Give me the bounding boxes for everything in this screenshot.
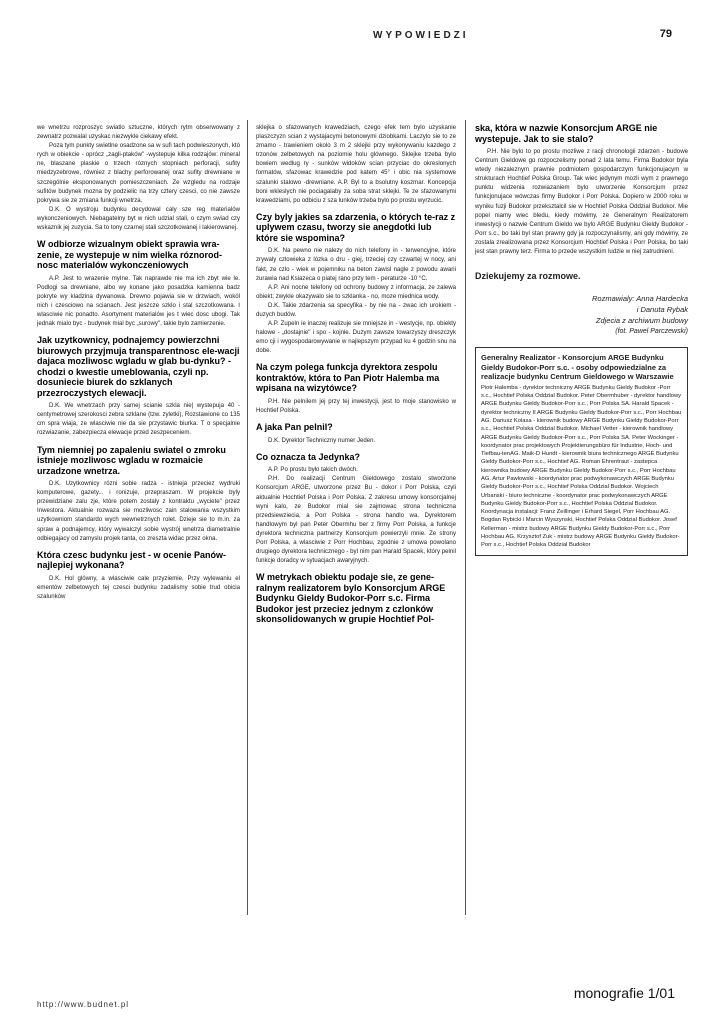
magazine-issue: monografie 1/01 <box>573 985 675 1001</box>
paragraph: P.H. Nie bylo to po prostu mozliwe z racji chronologii zdarzen - budowe Centrum Gieldowe go rozpoczelismy ponad 2 lata temu. Firma Budokor byla wtedy niezaleznym prawnie podmiotem gospodarczym funkcjonujacym w strukturach Hochtief Polska Group. Tak wiec jedynym mozli wym z prawnego punktu widzenia rozwiazaniem bylo utworzenie Konsorcjum przez funkcjonujace wówczas firmy Budokor i Porr Polska. Dopiero w 2000 roku w wyniku fuzji Budokor przeksztalcil sie w Hochtief Polska Oddzial Budokor. Mie popel niamy wiec bledu, kiedy mówimy, ze Generalnym Realizatorem inwestycji o nazwie Centrum Gieldo we bylo ARGE Budynku Gieldy Budokor -Porr s.c., bo taki byl stan prawny gdy ja rozpoczynalismy, ani gdy mówimy, ze zostala zrealizowana przez Konsorcjum Hochtief Polska i Porr Polska, bo taki jest stan prawny terz. Firma to przede wszystkim ludzie w niej zatrudnieni. <box>475 148 688 256</box>
paragraph: sklejka o sfazowanych krawedziach, czego efek tem bylo uzyskanie plaszczyzn scian z wystajacymi betonowymi dziobkami. Laczylo sie to ze zmamo - trawieniem okolo 3 m 2 sklejki przy wykonywaniu kazdego z trzonów zelbetowych na poziomie holu glównego. Sklejke trzeba bylo bowiem wedlug ry - sunków widoków scian przyciac do okreslonych formatów, sfazowac krawedzie pod katem 45° i obic nia systemowe szalunki stalowo -drewniane. A.P. Byl to a bsolutny koszmar. Koncepcja boni wkleslych nie pociagalaby za soba strat sklejki. Te ze sfazowanymi krawedziami, po odbiciu z sza lunków trzeba bylo po prostu wyrzucic. <box>256 124 456 204</box>
paragraph: A.P. Po prostu było takich dwóch. <box>268 466 358 474</box>
paragraph: D.K. Takie zdarzenia sa specyfika - by nie na - zwac ich urokiem - duzych budów. <box>256 301 456 318</box>
paragraph: D.K. Dyrektor Techniczny numer Jeden. <box>268 436 376 444</box>
column-divider <box>465 120 466 915</box>
question-heading: Czy byly jakies sa zdarzenia, o których te-raz z uplywem czasu, tworzy sie anegdotki lub które sie wspomina? <box>256 211 456 243</box>
column-divider <box>247 120 248 915</box>
article-column-2 <box>256 123 456 628</box>
section-title: WYPOWIEDZI <box>373 30 469 41</box>
question-heading: ska, która w nazwie Konsorcjum ARGE nie wystepuje. Jak to sie stalo? <box>475 123 658 144</box>
paragraph: D.K. We wnetrzach przy samej scianie szkla nie| wystepuja 40 -centymetrowej szerokosci zebra szklane (tzw. zyletki), Rozstawione co 135 cm spra wiaja, ze wlasciwie nie da sie przystawic biurka. T o specjalnie rozwiazanie, zabezpiecza elewacje przed zeszpeceniem. <box>37 402 240 437</box>
question-heading: Tym niemniej po zapaleniu swiatel o zmroku istnieje mozliwosc wgladu w rozmaicie urzadzone wnetrza. <box>37 444 226 476</box>
question-heading: Która czesc budynku jest - w ocenie Panów-najlepiej wykonana? <box>37 549 227 571</box>
paragraph: A.P. Jest to wrazenie myIne. Tak naprawde nie ma ich zbyt wie le. Podlogi sa drewniane, albo wy konane jako posadzka kamienna badz pokryte wy kladzina dywanowa. Drewno pojawia sie w drzwiach, wokól nich i czesciowo na scianach. Jest jeszcze szklo i stal szczotkowana. I wlasciwie nic ponadto. Asortyment materialów jes t wiec dosc ubogi. Tak jednak mialo byc - budynek mial byc „surowy", takie bylo zamierzenie. <box>37 274 240 328</box>
closing-thanks: Dziekujemy za rozmowe. <box>475 271 581 282</box>
article-column-1 <box>37 123 240 601</box>
credit-line: Zdjecia z archiwum budowy <box>595 316 688 326</box>
photo-credit: (fot. Pawel Parczewski) <box>615 328 688 336</box>
question-heading: Na czym polega funkcja dyrektora zespolu kontraktów, która to Pan Piotr Halemba ma wpisana na wizytówce? <box>256 362 440 394</box>
paragraph: P.H. Nie pelnilem jej przy tej inwestycji, jest to moje stanowisko w Hochtief Polska. <box>256 397 456 415</box>
credit-line: Rozmawialy: Anna Hardecka <box>591 294 688 304</box>
question-heading: Jak uzytkownicy, podnajemcy powierzchni biurowych przyjmuja transparentnosc ele-wacji dajaca mozliwosc wgladu w glab bu-dynku? - chodzi o kwestie umeblowania, czyli np. dosuniecie biurek do szklanych przezroczystych elewacji. <box>37 335 240 398</box>
page-number: 79 <box>659 28 672 40</box>
question-heading: A jaka Pan pelnil? <box>256 422 333 433</box>
question-heading: W odbiorze wizualnym obiekt sprawia wra-zenie, ze wystepuje w nim wielka róznorod-nosc materialów wykonczeniowych <box>37 239 223 271</box>
paragraph: P.H. Do realizacji Centrum Gieldowego zostalo stworzone Konsorcjum ARGE, utworzone przez Bu - dokor i Porr Polska, czyli aktualnie Hochtief Polska i Porr Polska. Z zakresu umowy konsorcjalnej wyni kalo, ze Budokor mial sie zajmowac strona techniczna przedsiewziecia, a Porr Polska - strona handlo wa. Dyrektorem handlowym byl pan Peter Obermhu ber z firmy Porr Polska, a funkcje dyrektora techniczna partnerzy Konsorcjum powierzyli mnie. Ze strony Porr Polska, a wlasciwie z Porr Hochbau, zgodnie z umowa powolano drugiego dyrektora technicznego - byl nim pan Harald Spacek, który pelnil funkcje doradcy w sytuacjach awaryjnych. <box>256 475 456 565</box>
box-text: Piotr Halemba - dyrektor techniczny ARGE Budynku Gieldy Budokor -Porr s.c., Hochtief Polska Oddzial Budokor. Peter Obermhuber - dyrektor handlowy ARGE Budynku Gieldy Budokor-Porr s.c., Porr Polska SA. Harald Spacek - dyrektor techniczny II ARGE Budynku Gieldy Budokor-Porr s.c., Porr Hochbau AG. Dariusz Kolasa - kierownik budowy ARGE Budynku Gieldy Budokor-Porr s.c., Hochtief Polska Oddzial Budokor. Michael Vetter - kierownik handlowy ARGE Budynku Gieldy Budokor-Porr s.c., Porr Polska SA. Peter Wockinger - koordynator prac projektowych Projektierungsbüro für Industrie, Hoch- und Tiefbau-tenAG. Maik-D Hundt - kierownik biura technicznego ARGE Budynku Gieldy Budokor-Porr s.c., Hochtief AG. Roman Ehrentraut - zastepca kierownika budowy ARGE Budynku Gieldy Budokor-Porr s.c., Porr Hochbau AG. Artur Pawlowski - koordynator prac podwykonawczych ARGE Budynku Gieldy Budokor-Porr s.c., Hochtief Polska Oddzial Budokor. Wojciech Urbanski - biuro techniczne - koordynator prac podwykonawczych ARGE Budynku Gieldy Budokor-Porr s.c., Hochtief Polska Oddzial Budokor. Koordynacja instalacji: Franz Zeillinger i Erhard Siegel, Porr Hochbau AG. Bogdan Rybicki i Marcin Wyszynski, Hochtief Polska Oddzial Budokor. Josef Kellerman - mistrz budowy ARGE Budynku Gieldy Budokor-Porr s.c., Porr Hochbau AG. Krzysztof Zuk - mistrz budowy ARGE Budynku Gieldy Budokor-Porr s.c., Hochtief Polska Oddzial Budokor <box>481 384 682 549</box>
paragraph: A.P. Ani nocne telefony od ochrony budowy z informacja, ze zalewa obiekt; zwykle okazywalo sie to szklanka - no, moze miednica wody. <box>256 283 456 300</box>
credit-line: i Danuta Rybak <box>636 305 688 315</box>
paragraph: D.K. O wystroju budynku decydowal caly sze reg materialów wykonczeniowych. Niebagatelny byt w nich udzial stali, o czym swiad czy wskaznik jej zuzycia. Sa to tony czarnej stali szczotkowanej i lakierowanej. <box>37 205 240 232</box>
article-column-3 <box>475 123 688 556</box>
question-heading: Co oznacza ta Jedynka? <box>256 451 361 462</box>
question-heading: W metrykach obiektu podaje sie, ze gene-ralnym realizatorem bylo Konsorcjum ARGE Budynku Gieldy Budokor-Porr s.c. Firma Budokor jest przeciez jednym z czlonków skonsolidowanych w grupie Hochtief Pol- <box>256 572 446 625</box>
paragraph: A.P. Zupeln ie inaczej realizuje sie mniejsze in - westycje, np. obiekty halowe - „dostajnie" i spo - kojnie. Duzym zawsze towarzyszy dreszczyk emo cji i wygospodarowywanie w najlepszym przypad ku 4 godzin snu na dobe. <box>256 320 456 355</box>
box-title: Generalny Realizator - Konsorcjum ARGE Budynku Gieldy Budokor-Porr s.c. - osoby odpowiedzialne za realizacje budynku Centrum Gieldowego w Warszawie <box>481 353 674 382</box>
paragraph: we wnetrzu rozproszyc swiatlo sztuczne, których rytm obserwowany z zewnatrz pozwalal uzyskac niezwykle ciekawy efekt. <box>37 124 240 141</box>
footer-url[interactable]: http://www.budnet.pl <box>37 1000 130 1009</box>
paragraph: D.K. Uzytkownicy rózni sobie radza - istnieja przeciez wydruki komputerowe, gazety... i ronizuje, przepraszam. W projekcie byly przewidziane zalu zje, które potem zostaly z kontraktu „wyciete" przez Inwestora. Aktualnie rozwaza sie mozliwosc zain stalowania wszystkim uzytkowniom standardo wych wewnetrznych rolet. Dzieje sie to m.in. za spraw a podnajemcy, który wywalczyl sobie wystrój wnetrza diametralnie odbiegajacy od zamyslu projek tanta, co zreszta widac przez okna. <box>37 480 240 542</box>
paragraph: D.K. Na pewno nie nalezy do nich telefony in - terwencyjne, które zrywaly czlowieka z lózka o dru - giej, trzeciej czy czwartej w nocy, ani fakt, ze czlo - wiek w pojemniku na beton zawisl nagle z powodu awarii zurawia nad Ksiazeca o piatej rano przy tem - peraturze -10 °C. <box>256 247 456 282</box>
paragraph: D.K. Hol glówny, a wlasciwie cale przyziemie, Przy wylewaniu el ementów zelbetowych tej czesci budynku zadalismy sobie trud obicia szalunków <box>37 574 240 600</box>
credits <box>475 293 688 337</box>
paragraph: Poza tym punkty swietlne osadzone sa w sufi tach podwieszonych, któ rych w obiekcie - oprócz „zagli-ptaków" -wystepuje kilka rodzajów: mineral ne, blaszane plaskie o trzech róznych stopniach perforacji, sufity miedzyzebrowe, równiez z blachy perforowanej oraz sufity drewniane w szczególnie eksponowanych pomieszczeniach. Ze wzgledu na rodzaje sufitów budynek mozna by podzielic na trzy cztery czesci, co nie zawsze pokrywa sie ze zmiana funkcji wnetrza. <box>37 142 240 204</box>
project-team-box <box>475 347 688 555</box>
